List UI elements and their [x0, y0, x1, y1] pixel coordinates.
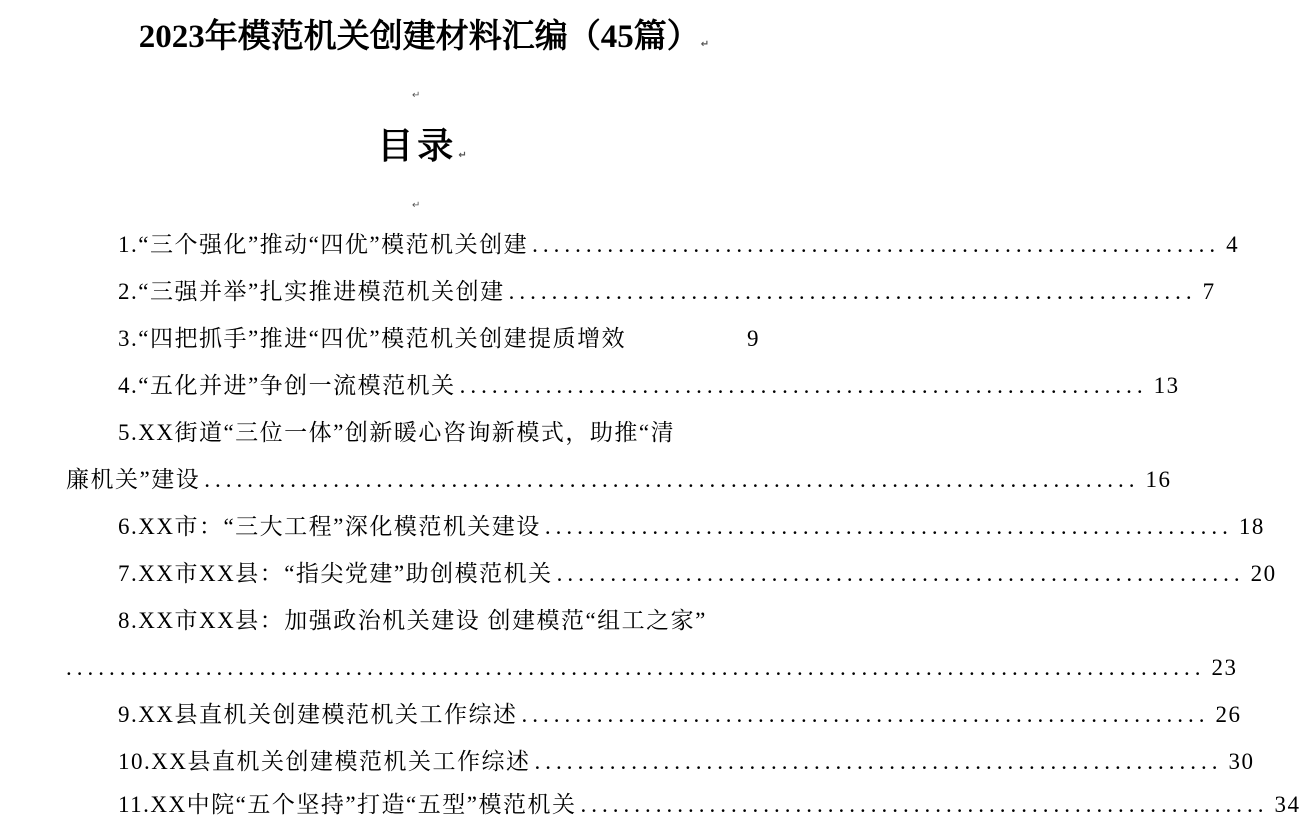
toc-leader-dots: .......................................................................................	[204, 467, 1140, 492]
toc-entry-text: 4.“五化并进”争创一流模范机关	[118, 373, 456, 398]
toc-page-number: 18	[1238, 514, 1265, 539]
toc-leader-dots: ..........................................................................................................	[66, 655, 1206, 680]
toc-entry-text: 5.XX街道“三位一体”创新暖心咨询新模式，助推“清	[118, 420, 676, 445]
toc-leader-dots: ................................................................	[544, 514, 1233, 539]
toc-entry-continuation[interactable]	[66, 651, 1238, 685]
toc-entry[interactable]	[118, 698, 1242, 732]
toc-leader-dots: ................................................................	[534, 749, 1223, 774]
toc-page-number: 16	[1145, 467, 1172, 492]
toc-page-number: 9	[747, 326, 760, 351]
toc-page-number: 13	[1153, 373, 1180, 398]
toc-page-number: 34	[1274, 792, 1300, 817]
toc-entry[interactable]	[118, 745, 1255, 779]
paragraph-mark-icon: ↵	[412, 90, 421, 101]
toc-leader-dots: ................................................................	[508, 279, 1197, 304]
toc-entry[interactable]	[118, 369, 1180, 403]
toc-entry[interactable]	[118, 416, 760, 450]
toc-leader-dots: ................................................................	[580, 792, 1269, 817]
toc-entry[interactable]	[118, 322, 760, 356]
toc-entry[interactable]	[118, 228, 1240, 262]
toc-entry[interactable]	[118, 604, 760, 638]
toc-entry[interactable]	[118, 788, 1300, 822]
paragraph-mark-icon: ↵	[700, 39, 710, 50]
toc-entry-text: 10.XX县直机关创建模范机关工作综述	[118, 749, 531, 774]
toc-entry[interactable]	[118, 557, 1277, 591]
toc-entry-continuation[interactable]	[66, 463, 1172, 497]
toc-page-number: 30	[1228, 749, 1255, 774]
document-title	[0, 10, 848, 57]
toc-entry-text: 11.XX中院“五个坚持”打造“五型”模范机关	[118, 792, 577, 817]
toc-entry-text: 2.“三强并举”扎实推进模范机关创建	[118, 279, 505, 304]
toc-heading-text: 目录	[377, 126, 458, 166]
toc-heading	[0, 118, 848, 169]
toc-leader-dots: ................................................................	[459, 373, 1148, 398]
toc-page-number: 23	[1211, 655, 1238, 680]
toc-entry-text: 6.XX市：“三大工程”深化模范机关建设	[118, 514, 541, 539]
toc-page-number: 7	[1202, 279, 1216, 304]
toc-entry[interactable]	[118, 510, 1265, 544]
toc-leader-dots: ................................................................	[532, 232, 1221, 257]
toc-page-number: 26	[1215, 702, 1242, 727]
paragraph-mark-icon: ↵	[458, 150, 471, 161]
toc-entry-text: 3.“四把抓手”推进“四优”模范机关创建提质增效	[118, 326, 627, 351]
toc-entry[interactable]	[118, 275, 1216, 309]
toc-page-number: 20	[1250, 561, 1277, 586]
toc-leader-dots: ................................................................	[521, 702, 1210, 727]
toc-entry-text: 7.XX市XX县：“指尖党建”助创模范机关	[118, 561, 553, 586]
document-title-text: 2023年模范机关创建材料汇编（45篇）	[138, 19, 700, 55]
paragraph-mark-icon: ↵	[412, 200, 421, 211]
toc-entry-text: 1.“三个强化”推动“四优”模范机关创建	[118, 232, 529, 257]
toc-entry-text: 廉机关”建设	[66, 467, 201, 492]
toc-entry-text: 8.XX市XX县：加强政治机关建设 创建模范“组工之家”	[118, 608, 707, 633]
toc-leader-dots: ................................................................	[556, 561, 1245, 586]
toc-page-number: 4	[1226, 232, 1240, 257]
toc-entry-text: 9.XX县直机关创建模范机关工作综述	[118, 702, 518, 727]
